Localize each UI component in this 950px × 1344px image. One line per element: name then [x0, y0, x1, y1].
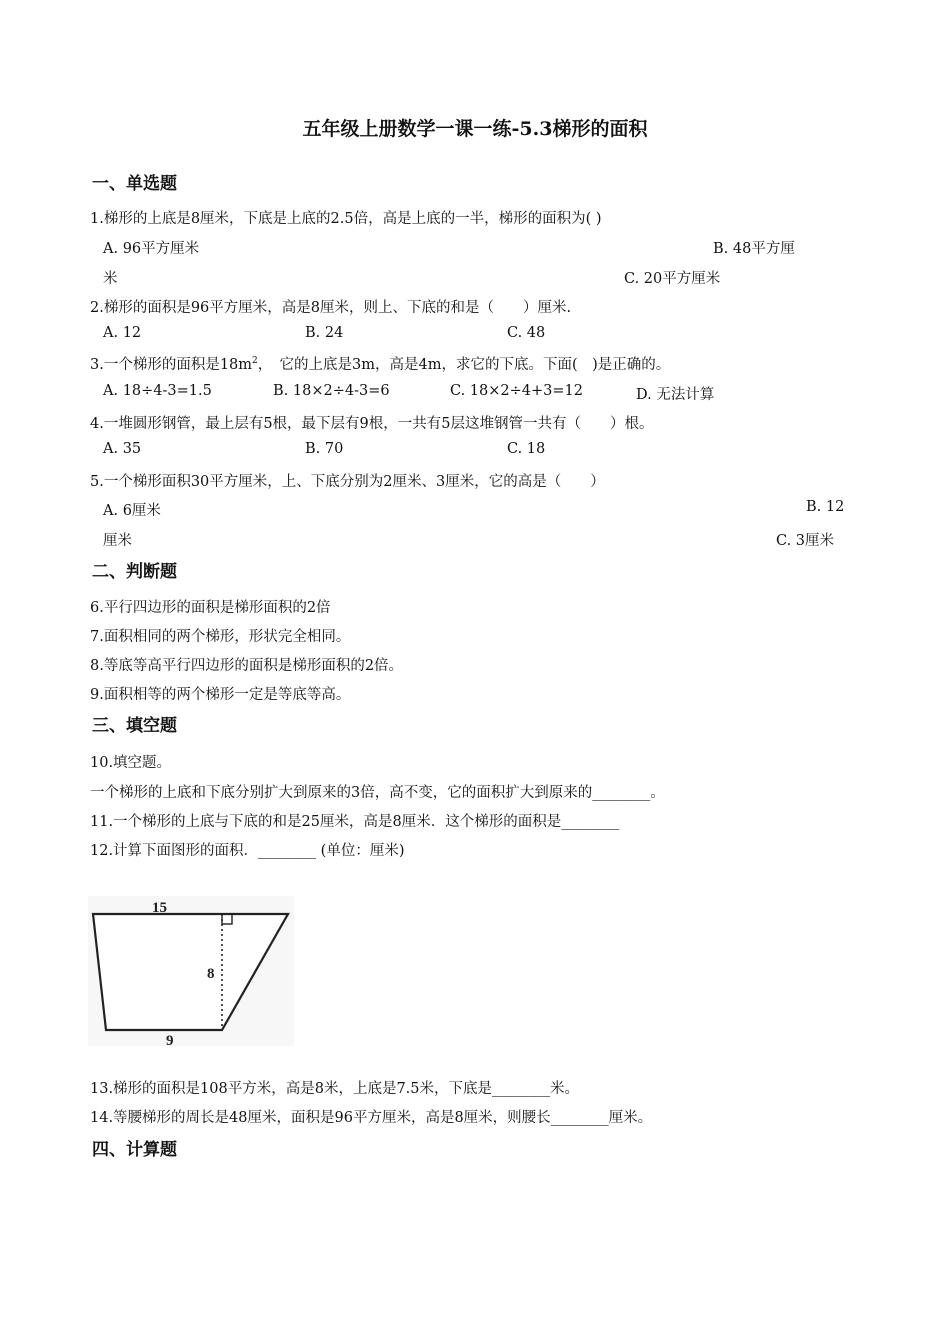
q2-option-b: B. 24	[305, 325, 344, 341]
q5-option-a: A. 6厘米	[103, 503, 161, 519]
q3-superscript: 2	[252, 356, 258, 367]
q2-option-a: A. 12	[103, 325, 142, 341]
q3-text-post: ， 它的上底是3m，高是4m，求它的下底。下面( )是正确的。	[257, 357, 671, 373]
q1-option-a: A. 96平方厘米	[103, 241, 200, 257]
q4-option-c: C. 18	[507, 441, 546, 457]
q1-option-c: C. 20平方厘米	[624, 271, 721, 287]
q1-option-b-cont: 米	[103, 271, 118, 287]
question-12: 12.计算下面图形的面积．________ (单位：厘米)	[90, 843, 405, 859]
q5-option-b-cont: 厘米	[103, 533, 132, 549]
trapezoid-figure	[88, 896, 294, 1046]
question-4: 4.一堆圆形钢管，最上层有5根，最下层有9根，一共有5层这堆钢管一共有（ ）根。	[90, 416, 654, 432]
page-title: 五年级上册数学一课一练-5.3梯形的面积	[302, 118, 648, 140]
question-11: 11.一个梯形的上底与下底的和是25厘米，高是8厘米．这个梯形的面积是________	[90, 814, 620, 830]
q4-option-a: A. 35	[103, 441, 142, 457]
section-heading-calculation: 四、计算题	[92, 1140, 177, 1160]
q5-option-c: C. 3厘米	[776, 533, 835, 549]
question-10: 一个梯形的上底和下底分别扩大到原来的3倍，高不变，它的面积扩大到原来的________。	[90, 785, 665, 801]
question-13: 13.梯形的面积是108平方米，高是8米，上底是7.5米，下底是________米。	[90, 1081, 580, 1097]
question-6: 6.平行四边形的面积是梯形面积的2倍	[90, 600, 331, 616]
q5-option-b: B. 12	[806, 499, 845, 515]
bottom-base-label: 9	[166, 1033, 174, 1046]
q2-option-c: C. 48	[507, 325, 546, 341]
question-1: 1.梯形的上底是8厘米，下底是上底的2.5倍，高是上底的一半，梯形的面积为( )	[90, 211, 602, 227]
question-8: 8.等底等高平行四边形的面积是梯形面积的2倍。	[90, 658, 404, 674]
q3-option-c: C. 18×2÷4+3=12	[450, 383, 583, 399]
q3-option-a: A. 18÷4-3=1.5	[103, 383, 212, 399]
question-2: 2.梯形的面积是96平方厘米，高是8厘米，则上、下底的和是（ ）厘米.	[90, 300, 572, 316]
question-14: 14.等腰梯形的周长是48厘米，面积是96平方厘米，高是8厘米，则腰长________厘米。	[90, 1110, 653, 1126]
top-base-label: 15	[152, 900, 167, 916]
height-label: 8	[207, 966, 215, 982]
q4-option-b: B. 70	[305, 441, 344, 457]
section-heading-single-choice: 一、单选题	[92, 174, 177, 194]
question-7: 7.面积相同的两个梯形，形状完全相同。	[90, 629, 351, 645]
section-heading-true-false: 二、判断题	[92, 562, 177, 582]
question-10-head: 10.填空题。	[90, 755, 172, 771]
section-heading-fill-blank: 三、填空题	[92, 716, 177, 736]
question-3	[90, 353, 670, 374]
question-9: 9.面积相等的两个梯形一定是等底等高。	[90, 687, 351, 703]
question-5: 5.一个梯形面积30平方厘米，上、下底分别为2厘米、3厘米，它的高是（ ）	[90, 474, 605, 490]
q3-option-d: D. 无法计算	[636, 387, 715, 403]
q3-option-b: B. 18×2÷4-3=6	[273, 383, 390, 399]
q3-text-pre: 3.一个梯形的面积是18m	[90, 357, 253, 373]
q1-option-b: B. 48平方厘	[713, 241, 795, 257]
